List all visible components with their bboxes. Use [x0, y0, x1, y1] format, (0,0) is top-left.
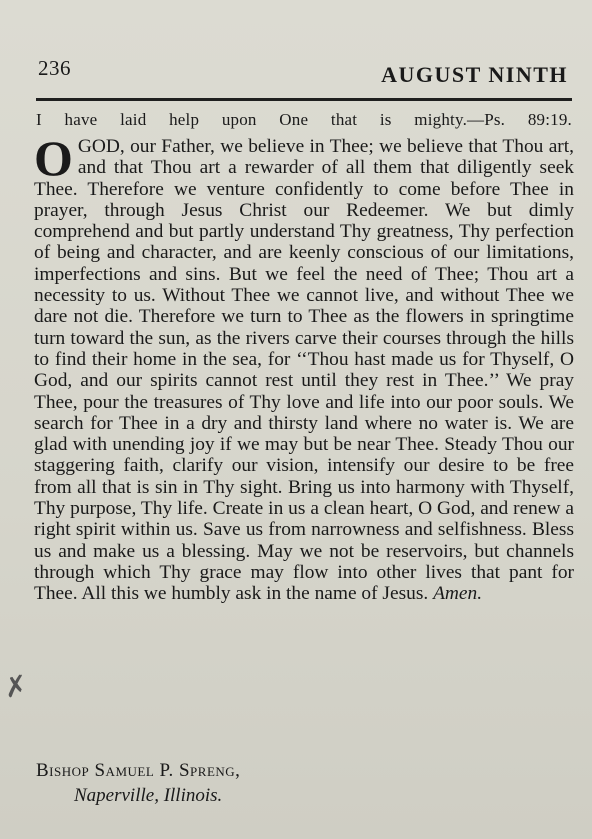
pencil-mark-icon: ✗ — [1, 668, 31, 705]
prayer-closing: Amen. — [433, 583, 483, 605]
prayer-body — [34, 130, 574, 605]
author-signature — [36, 760, 240, 782]
running-title: AUGUST NINTH — [381, 62, 568, 87]
prayer-text: GOD, our Father, we believe in Thee; we believe that Thou art, and that Thou art a rewarder of all them that diligently seek Thee. Therefore we venture confidently to come before Thee in prayer, through Jesus Christ our Redeemer. We but dimly comprehend and but partly understand Thy greatness, Thy perfection of being and character, and are keenly conscious of our limitations, imperfections and sins. But we feel the need of Thee; Thou art a necessity to us. Without Thee we cannot live, and without Thee we dare not die. Therefore we turn to Thee as the flowers in springtime turn toward the sun, as the rivers carve their courses through the hills to find their home in the sea, for ‘‘Thou hast made us for Thyself, O God, and our spirits cannot rest until they rest in Thee.’’ We pray Thee, pour the treasures of Thy love and life into our poor souls. We search for Thee in a dry and thirsty land where no water is. We are glad with unending joy if we may but be near Thee. Steady Thou our staggering faith, clarify our vision, intensify our desire to be free from all that is sin in Thy sight. Bring us into harmony with Thyself, Thy purpose, Thy life. Create in us a clean heart, O God, and renew a right spirit within us. Save us from narrowness and selfishness. Bless us and make us a blessing. May we not be reservoirs, but channels through which Thy grace may flow into other lives that pant for Thee. All this we humbly ask in the name of Jesus. — [34, 136, 574, 605]
page-header — [36, 56, 570, 90]
author-name: Bishop Samuel P. Spreng, — [36, 760, 241, 781]
page-number: 236 — [38, 56, 71, 80]
drop-cap: O — [34, 130, 73, 186]
header-rule — [36, 98, 572, 101]
author-location: Naperville, Illinois. — [74, 785, 223, 806]
scripture-epigraph: I have laid help upon One that is mighty.—Ps. 89:19. — [36, 110, 572, 129]
